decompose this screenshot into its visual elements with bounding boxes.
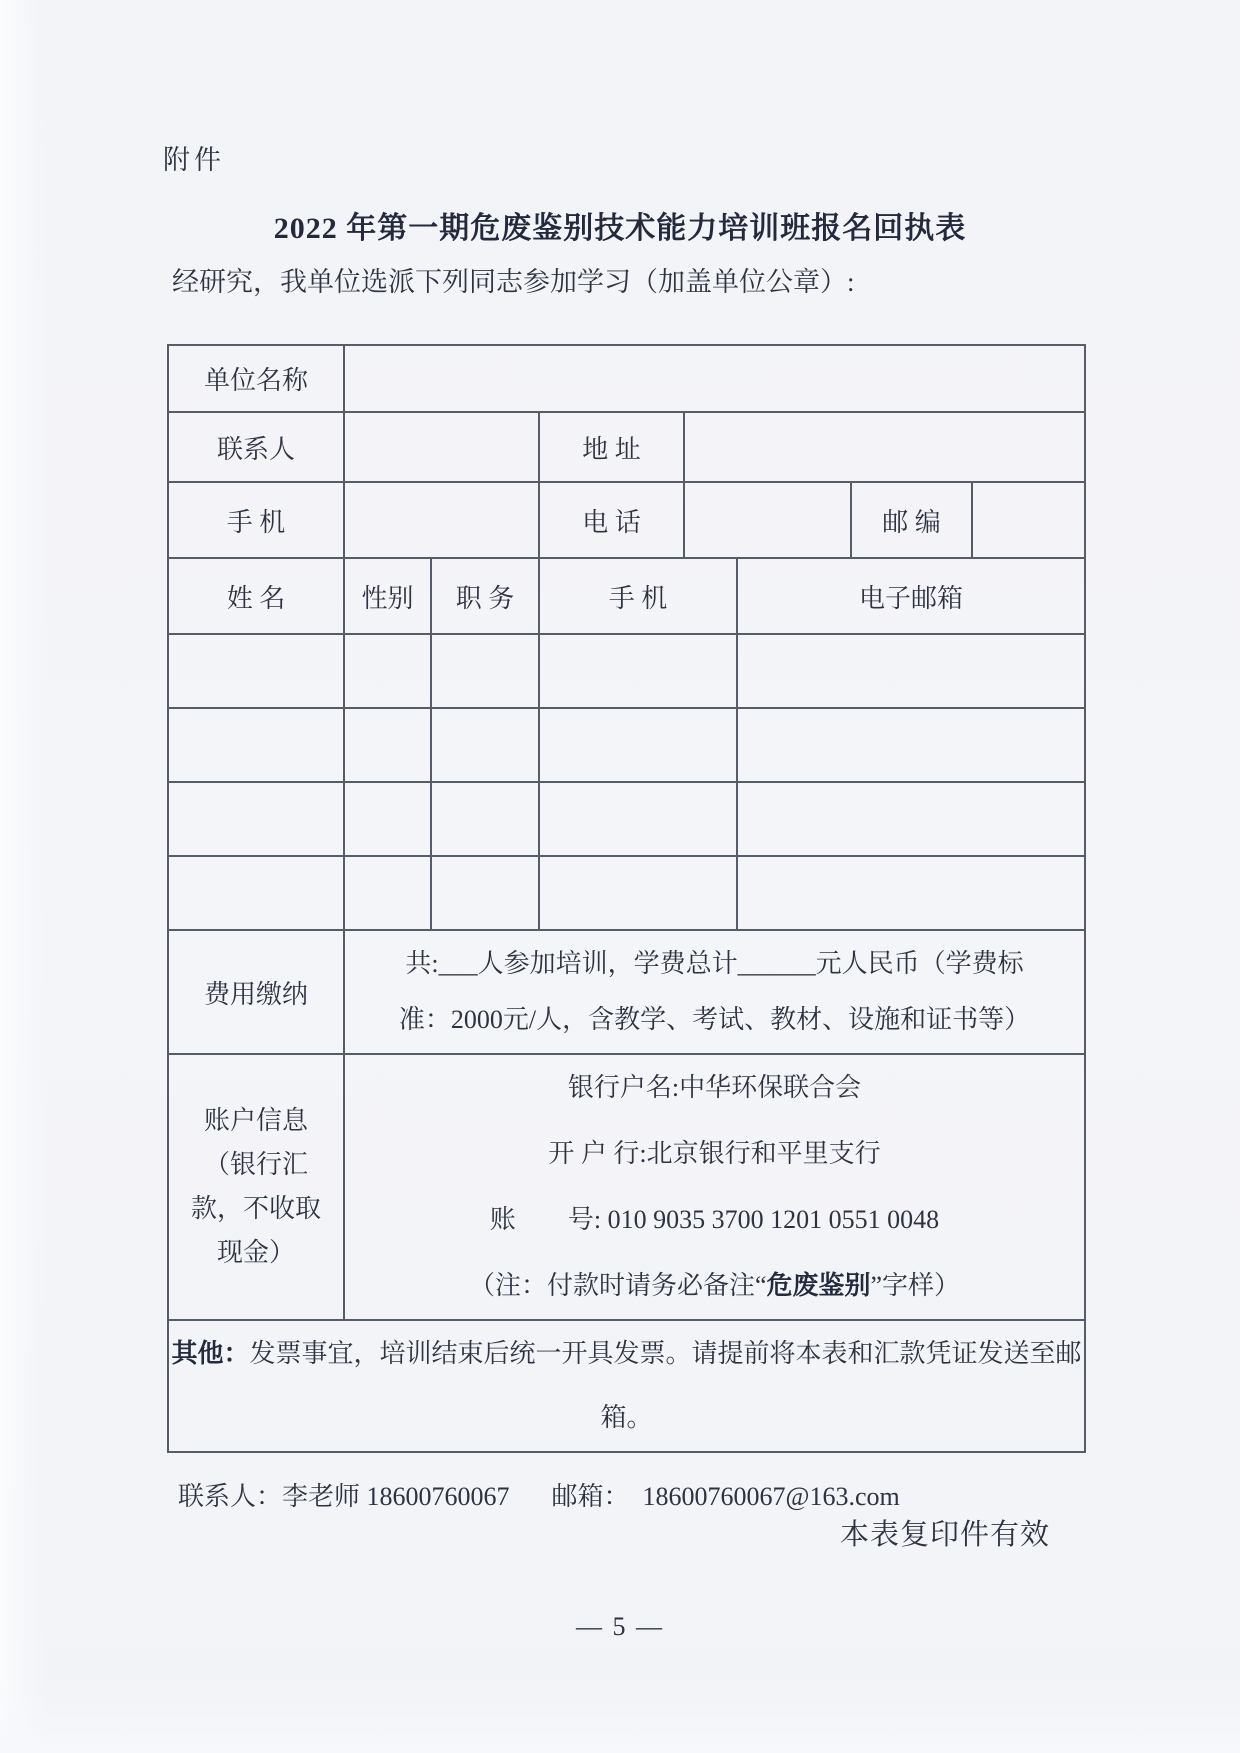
unit-name-value-cell xyxy=(344,345,1085,412)
mobile-value-cell xyxy=(344,482,539,558)
account-note-prefix: （注：付款时请务必备注“ xyxy=(468,1271,767,1300)
unit-name-row xyxy=(168,345,1085,412)
empty-cell xyxy=(168,634,344,708)
fee-line-1: 共:___人参加培训，学费总计______元人民币（学费标 xyxy=(405,949,1024,978)
address-value-cell xyxy=(684,412,1085,482)
fee-row xyxy=(168,930,1085,1054)
mobile-label: 手 机 xyxy=(168,482,344,558)
empty-cell xyxy=(431,708,539,782)
other-text: 发票事宜，培训结束后统一开具发票。请提前将本表和汇款凭证发送至邮箱。 xyxy=(249,1339,1082,1432)
unit-name-label: 单位名称 xyxy=(168,345,344,412)
empty-cell xyxy=(539,708,737,782)
account-label-line: 款，不收取 xyxy=(190,1194,321,1223)
account-holder-line: 银行户名:中华环保联合会 xyxy=(567,1073,862,1102)
empty-cell xyxy=(539,856,737,930)
account-note-line xyxy=(345,1253,1084,1319)
fee-line-2: 准：2000元/人，含教学、考试、教材、设施和证书等） xyxy=(398,1005,1031,1034)
contact-row xyxy=(168,412,1085,482)
contact-label: 联系人 xyxy=(168,412,344,482)
other-content-cell xyxy=(168,1320,1085,1452)
footer-contact: 联系人：李老师 18600760067 xyxy=(178,1482,510,1511)
mobile-row xyxy=(168,482,1085,558)
empty-cell xyxy=(539,782,737,856)
account-note-bold: 危废鉴别 xyxy=(766,1271,871,1300)
empty-cell xyxy=(737,634,1085,708)
empty-cell xyxy=(737,782,1085,856)
account-number-line: 账 号: 010 9035 3700 1201 0551 0048 xyxy=(489,1205,940,1234)
empty-cell xyxy=(737,856,1085,930)
empty-person-row xyxy=(168,708,1085,782)
scan-artifact-bottom xyxy=(0,1683,1240,1753)
intro-text: 经研究，我单位选派下列同志参加学习（加盖单位公章）: xyxy=(172,267,855,297)
page-title: 2022 年第一期危废鉴别技术能力培训班报名回执表 xyxy=(273,212,967,245)
empty-cell xyxy=(431,634,539,708)
attachment-label: 附件 xyxy=(163,145,225,175)
address-label: 地 址 xyxy=(539,412,684,482)
header-title: 职 务 xyxy=(431,558,539,634)
account-bank-line: 开 户 行:北京银行和平里支行 xyxy=(548,1139,881,1168)
registration-form-table xyxy=(167,344,1086,1453)
footer-contact-line xyxy=(178,1476,900,1513)
postcode-label: 邮 编 xyxy=(851,482,972,558)
empty-cell xyxy=(168,782,344,856)
empty-cell xyxy=(344,856,431,930)
empty-cell xyxy=(431,782,539,856)
other-row xyxy=(168,1320,1085,1452)
empty-person-row xyxy=(168,856,1085,930)
contact-value-cell xyxy=(344,412,539,482)
header-name: 姓 名 xyxy=(168,558,344,634)
fee-content-cell xyxy=(344,930,1085,1054)
account-label-line: 现金） xyxy=(216,1238,295,1267)
account-row xyxy=(168,1054,1085,1320)
empty-cell xyxy=(539,634,737,708)
copy-valid-note: 本表复印件有效 xyxy=(840,1519,1051,1551)
page-number: — 5 — xyxy=(576,1612,664,1641)
empty-cell xyxy=(344,782,431,856)
empty-cell xyxy=(344,634,431,708)
phone-value-cell xyxy=(684,482,851,558)
header-gender: 性别 xyxy=(344,558,431,634)
postcode-value-cell xyxy=(972,482,1085,558)
account-label-line: （银行汇 xyxy=(203,1150,308,1179)
scan-artifact-left xyxy=(0,0,46,1753)
empty-person-row xyxy=(168,634,1085,708)
empty-cell xyxy=(737,708,1085,782)
empty-person-row xyxy=(168,782,1085,856)
empty-cell xyxy=(168,856,344,930)
header-mobile: 手 机 xyxy=(539,558,737,634)
fee-label: 费用缴纳 xyxy=(168,930,344,1054)
account-content-cell xyxy=(344,1054,1085,1320)
other-label: 其他： xyxy=(171,1339,250,1368)
person-header-row xyxy=(168,558,1085,634)
account-label-line: 账户信息 xyxy=(203,1106,308,1135)
empty-cell xyxy=(431,856,539,930)
phone-label: 电 话 xyxy=(539,482,684,558)
header-email: 电子邮箱 xyxy=(737,558,1085,634)
account-note-suffix: ”字样） xyxy=(870,1271,961,1300)
account-label xyxy=(168,1054,344,1320)
empty-cell xyxy=(168,708,344,782)
empty-person-rows xyxy=(168,634,1085,930)
empty-cell xyxy=(344,708,431,782)
footer-email: 邮箱： 18600760067@163.com xyxy=(551,1482,900,1511)
